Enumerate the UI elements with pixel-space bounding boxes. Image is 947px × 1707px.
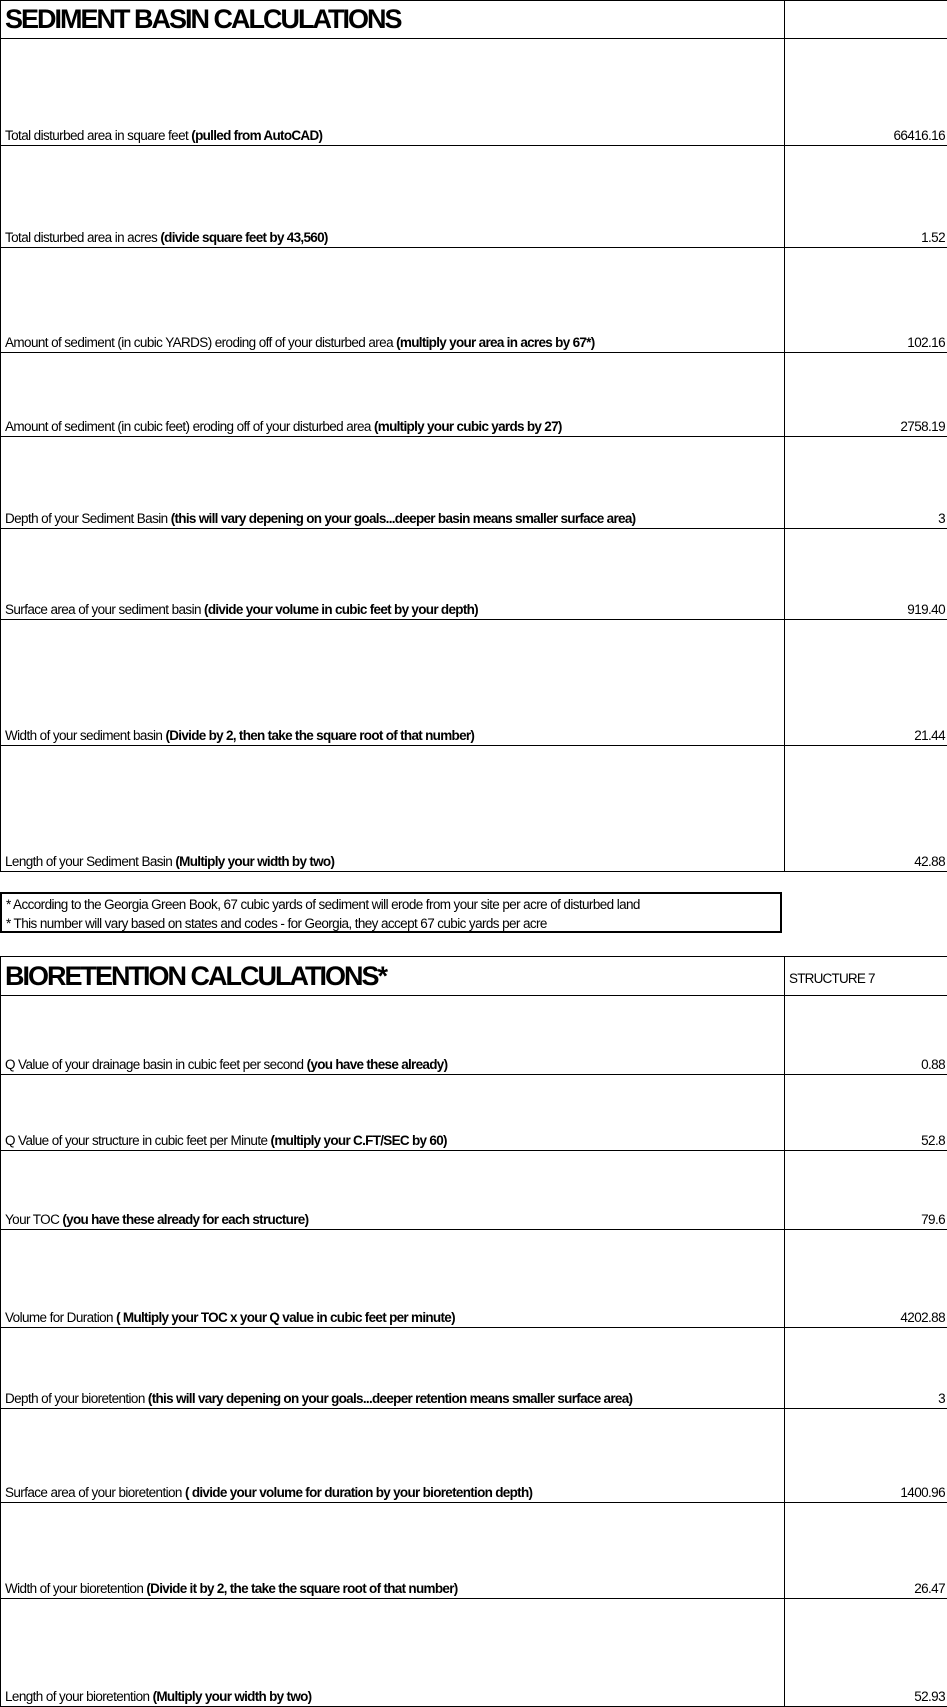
- row-note: (multiply your C.FT/SEC by 60): [270, 1133, 447, 1148]
- row-note: (Multiply your width by two): [175, 854, 335, 869]
- row-label: [1, 353, 785, 437]
- table-row: [1, 1599, 947, 1707]
- row-value: 1400.96: [785, 1409, 947, 1503]
- row-label-text: Width of your bioretention: [5, 1581, 147, 1596]
- row-label-text: Amount of sediment (in cubic feet) eroding off of your disturbed area: [5, 419, 374, 434]
- row-note: ( divide your volume for duration by your bioretention depth): [184, 1485, 533, 1500]
- row-note: (Multiply your width by two): [152, 1689, 312, 1704]
- row-label-text: Total disturbed area in acres: [5, 230, 161, 245]
- row-value: 21.44: [785, 620, 947, 746]
- table-row: [1, 1151, 947, 1230]
- table-row: [1, 146, 947, 248]
- table-row: [1, 1503, 947, 1599]
- row-note: (you have these already for each structure): [62, 1212, 309, 1227]
- row-note: (Divide by 2, then take the square root of that number): [165, 728, 475, 743]
- row-label-text: Depth of your bioretention: [5, 1391, 148, 1406]
- row-value: 919.40: [785, 529, 947, 620]
- table-row: [1, 39, 947, 146]
- row-value: 66416.16: [785, 39, 947, 146]
- sediment-title: SEDIMENT BASIN CALCULATIONS: [1, 1, 785, 39]
- row-value: 52.93: [785, 1599, 947, 1707]
- row-label-text: Depth of your Sediment Basin: [5, 511, 171, 526]
- row-value: 79.6: [785, 1151, 947, 1230]
- row-label: [1, 1151, 785, 1230]
- row-label: [1, 996, 785, 1075]
- row-value: 2758.19: [785, 353, 947, 437]
- row-label: [1, 529, 785, 620]
- row-label: [1, 620, 785, 746]
- row-value: 0.88: [785, 996, 947, 1075]
- row-label: [1, 146, 785, 248]
- row-label: [1, 437, 785, 529]
- sediment-title-row: [1, 1, 947, 39]
- row-label-text: Length of your bioretention: [5, 1689, 153, 1704]
- row-label: [1, 1328, 785, 1409]
- row-value: 1.52: [785, 146, 947, 248]
- row-note: (multiply your area in acres by 67*): [396, 335, 595, 350]
- row-label: [1, 248, 785, 353]
- row-label-text: Amount of sediment (in cubic YARDS) eroding off of your disturbed area: [5, 335, 397, 350]
- bioretention-section: [0, 956, 947, 1707]
- row-note: (Divide it by 2, the take the square root of that number): [146, 1581, 458, 1596]
- table-row: [1, 1230, 947, 1328]
- row-label-text: Volume for Duration: [5, 1310, 117, 1325]
- row-label-text: Surface area of your bioretention: [5, 1485, 185, 1500]
- row-value: 102.16: [785, 248, 947, 353]
- table-row: [1, 248, 947, 353]
- row-value: 26.47: [785, 1503, 947, 1599]
- table-row: [1, 1075, 947, 1151]
- table-row: [1, 353, 947, 437]
- bioretention-table: [0, 956, 947, 1707]
- row-note: (multiply your cubic yards by 27): [373, 419, 562, 434]
- sediment-header-extra: [785, 1, 947, 39]
- row-label-text: Width of your sediment basin: [5, 728, 166, 743]
- row-note: (this will vary depening on your goals...deeper retention means smaller surface area): [147, 1391, 633, 1406]
- row-label-text: Q Value of your structure in cubic feet per Minute: [5, 1133, 271, 1148]
- row-label: [1, 746, 785, 872]
- row-label-text: Your TOC: [5, 1212, 63, 1227]
- row-label-text: Q Value of your drainage basin in cubic feet per second: [5, 1057, 307, 1072]
- row-label: [1, 1599, 785, 1707]
- bioretention-title-row: [1, 957, 947, 996]
- row-label: [1, 1075, 785, 1151]
- table-row: [1, 437, 947, 529]
- row-label-text: Surface area of your sediment basin: [5, 602, 205, 617]
- footnote-line: * This number will vary based on states and codes - for Georgia, they accept 67 cubic yards per acre: [6, 916, 547, 931]
- row-label: [1, 1409, 785, 1503]
- table-row: [1, 1328, 947, 1409]
- table-row: [1, 746, 947, 872]
- row-label: [1, 39, 785, 146]
- row-label-text: Length of your Sediment Basin: [5, 854, 176, 869]
- row-note: (this will vary depening on your goals...deeper basin means smaller surface area): [170, 511, 636, 526]
- row-note: (you have these already): [306, 1057, 448, 1072]
- row-note: ( Multiply your TOC x your Q value in cubic feet per minute): [116, 1310, 455, 1325]
- row-note: (divide square feet by 43,560): [160, 230, 328, 245]
- row-label: [1, 1503, 785, 1599]
- row-label-text: Total disturbed area in square feet: [5, 128, 192, 143]
- row-note: (divide your volume in cubic feet by your depth): [204, 602, 478, 617]
- footnote-line: * According to the Georgia Green Book, 67 cubic yards of sediment will erode from your site per acre of disturbed land: [6, 897, 640, 912]
- table-row: [1, 620, 947, 746]
- row-value: 42.88: [785, 746, 947, 872]
- row-value: 4202.88: [785, 1230, 947, 1328]
- bioretention-header-extra: STRUCTURE 7: [785, 957, 947, 996]
- row-value: 3: [785, 1328, 947, 1409]
- table-row: [1, 996, 947, 1075]
- row-note: (pulled from AutoCAD): [191, 128, 323, 143]
- table-row: [1, 1409, 947, 1503]
- table-row: [1, 529, 947, 620]
- row-value: 3: [785, 437, 947, 529]
- row-value: 52.8: [785, 1075, 947, 1151]
- row-label: [1, 1230, 785, 1328]
- footnotes-box: [0, 892, 782, 933]
- bioretention-title: BIORETENTION CALCULATIONS*: [1, 957, 785, 996]
